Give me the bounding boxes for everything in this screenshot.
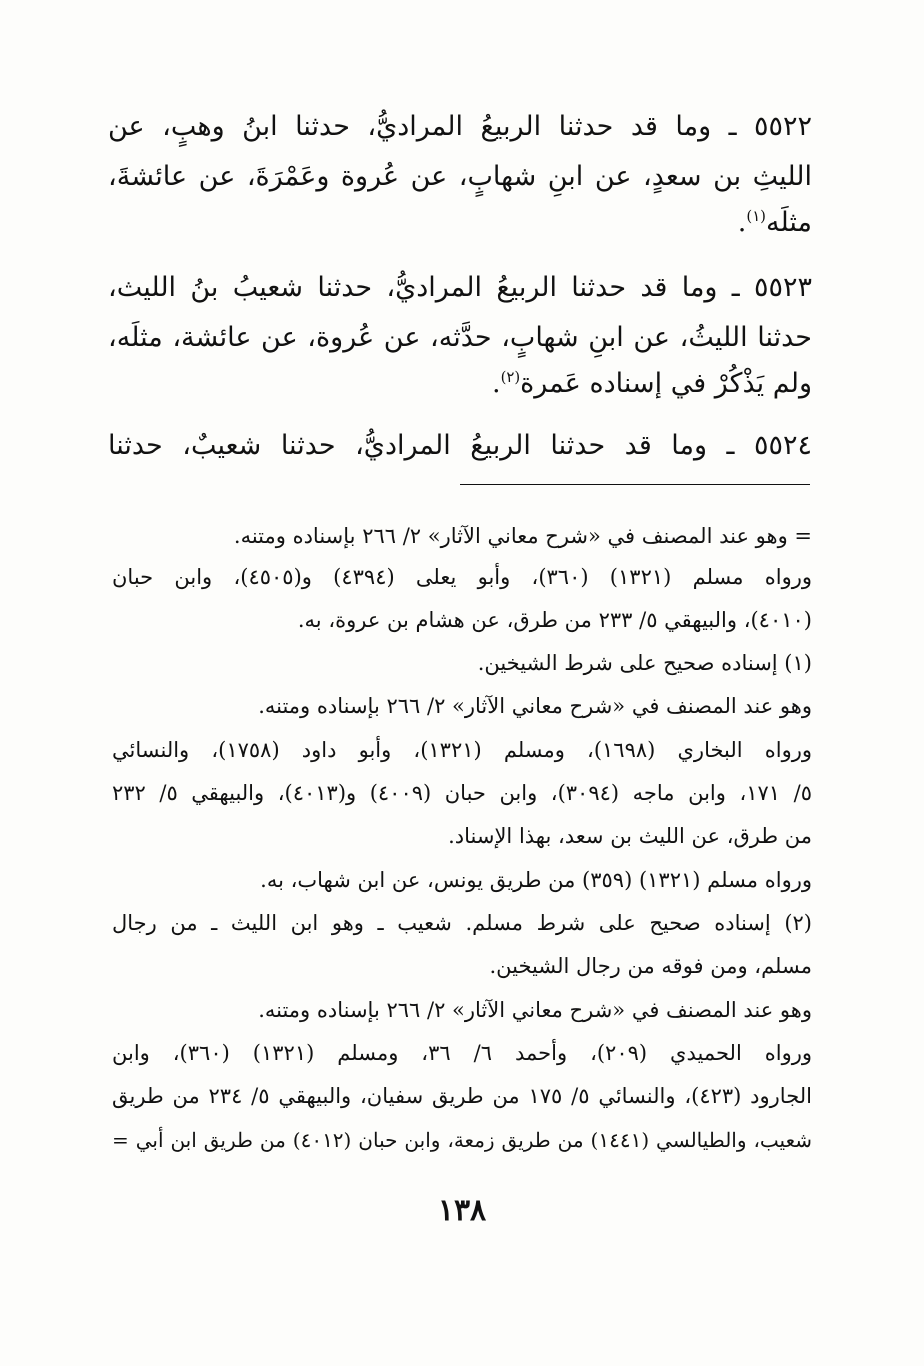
footnote-2-line-5: الجارود (٤٢٣)، والنسائي ٥/ ١٧٥ من طريق سفيان، والبيهقي ٥/ ٢٣٤ من طريق bbox=[112, 1084, 812, 1108]
footnote-separator bbox=[460, 484, 810, 485]
footnote-2-line-4: ورواه الحميدي (٢٠٩)، وأحمد ٦/ ٣٦، ومسلم (١٣٢١) (٣٦٠)، وابن bbox=[112, 1041, 813, 1065]
hadith-5522-line-1: ٥٥٢٢ ـ وما قد حدثنا الربيعُ المراديُّ، حدثنا ابنُ وهبٍ، عن bbox=[108, 111, 812, 142]
footnote-2-line-6: شعيب، والطيالسي (١٤٤١) من طريق زمعة، وابن حبان (٤٠١٢) من طريق ابن أبي = bbox=[112, 1128, 812, 1152]
footnote-1-line-5: من طرق، عن الليث بن سعد، بهذا الإسناد. bbox=[448, 824, 812, 848]
line-text: ولم يَذْكُرْ في إسناده عَمرة bbox=[520, 368, 812, 399]
line-end: . bbox=[491, 368, 501, 399]
footnote-ref-2: (٢) bbox=[500, 368, 521, 386]
line-text: مثلَه bbox=[765, 207, 812, 238]
footnote-1-line-1: (١) إسناده صحيح على شرط الشيخين. bbox=[477, 651, 812, 675]
hadith-5523-line-3 bbox=[492, 364, 812, 404]
footnote-1-line-4: ٥/ ١٧١، وابن ماجه (٣٠٩٤)، وابن حبان (٤٠٠٩) و(٤٠١٣)، والبيهقي ٥/ ٢٣٢ bbox=[112, 781, 812, 805]
hadith-5523-line-2: حدثنا الليثُ، عن ابنِ شهابٍ، حدَّثه، عن عُروة، عن عائشة، مثلَه، bbox=[108, 322, 812, 353]
footnote-cont-line-1: = وهو عند المصنف في «شرح معاني الآثار» ٢/ ٢٦٦ بإسناده ومتنه. bbox=[233, 524, 812, 548]
footnote-ref-1: (١) bbox=[746, 207, 766, 225]
hadith-5523-line-1: ٥٥٢٣ ـ وما قد حدثنا الربيعُ المراديُّ، حدثنا شعيبُ بنُ الليث، bbox=[108, 272, 812, 303]
hadith-5522-line-2: الليثِ بن سعدٍ، عن ابنِ شهابٍ، عن عُروة وعَمْرَةَ، عن عائشةَ، bbox=[108, 161, 813, 192]
footnote-1-line-2: وهو عند المصنف في «شرح معاني الآثار» ٢/ ٢٦٦ بإسناده ومتنه. bbox=[258, 694, 812, 718]
footnote-2-line-3: وهو عند المصنف في «شرح معاني الآثار» ٢/ ٢٦٦ بإسناده ومتنه. bbox=[258, 998, 812, 1022]
hadith-5522-line-3 bbox=[738, 203, 812, 243]
line-end: . bbox=[737, 207, 747, 238]
footnote-2-line-1: (٢) إسناده صحيح على شرط مسلم. شعيب ـ وهو ابن الليث ـ من رجال bbox=[112, 911, 812, 935]
footnote-1-line-3: ورواه البخاري (١٦٩٨)، ومسلم (١٣٢١)، وأبو داود (١٧٥٨)، والنسائي bbox=[112, 738, 812, 762]
page-number: ١٣٨ bbox=[437, 1193, 487, 1228]
footnote-1-line-6: ورواه مسلم (١٣٢١) (٣٥٩) من طريق يونس، عن ابن شهاب، به. bbox=[260, 868, 812, 892]
footnote-cont-line-2: ورواه مسلم (١٣٢١) (٣٦٠)، وأبو يعلى (٤٣٩٤) و(٤٥٠٥)، وابن حبان bbox=[112, 565, 813, 589]
footnote-cont-line-3: (٤٠١٠)، والبيهقي ٥/ ٢٣٣ من طرق، عن هشام بن عروة، به. bbox=[297, 608, 812, 632]
footnote-2-line-2: مسلم، ومن فوقه من رجال الشيخين. bbox=[489, 954, 812, 978]
hadith-5524-line-1: ٥٥٢٤ ـ وما قد حدثنا الربيعُ المراديُّ، حدثنا شعيبٌ، حدثنا bbox=[108, 430, 812, 461]
